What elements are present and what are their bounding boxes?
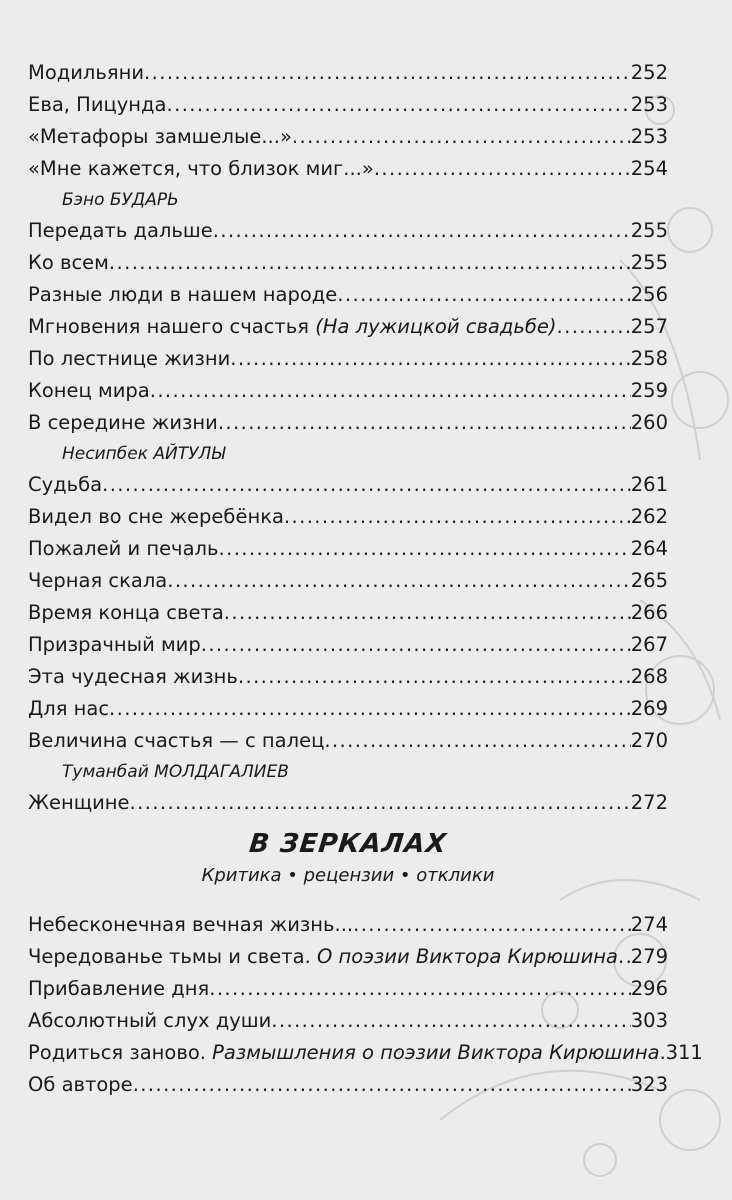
toc-entry: Видел во сне жеребёнка . . . 262 <box>28 501 668 533</box>
toc-entry: Время конца света . . . 266 <box>28 597 668 629</box>
toc-entry: «Метафоры замшелые...» . . . 253 <box>28 121 668 153</box>
toc-entry: Женщине . . . 272 <box>28 787 668 819</box>
toc-entry: Ко всем . . . 255 <box>28 247 668 279</box>
toc-entry: По лестнице жизни . . . 258 <box>28 343 668 375</box>
section-header <box>28 827 668 895</box>
toc-entry-subtitle: (На лужицкой свадьбе) <box>315 315 557 338</box>
toc-entry: Об авторе . . . 323 <box>28 1069 668 1101</box>
toc-entry: Черная скала . . . 265 <box>28 565 668 597</box>
toc-entry: Эта чудесная жизнь . . . 268 <box>28 661 668 693</box>
toc-group-c <box>28 469 668 757</box>
toc-entry: Разные люди в нашем народе . . . 256 <box>28 279 668 311</box>
toc-entry: Абсолютный слух души . . . 303 <box>28 1005 668 1037</box>
toc-entry: Небесконечная вечная жизнь... . . . 274 <box>28 909 668 941</box>
toc-entry: Конец мира . . . 259 <box>28 375 668 407</box>
section-subtitle: Критика • рецензии • отклики <box>201 865 495 886</box>
table-of-contents <box>28 57 703 1101</box>
toc-entry: Модильяни . . . 252 <box>28 57 668 89</box>
author-name: Туманбай МОЛДАГАЛИЕВ <box>62 762 289 782</box>
toc-entry-subtitle: О поэзии Виктора Кирюшина <box>316 945 618 968</box>
toc-entry: Ева, Пицунда . . . 253 <box>28 89 668 121</box>
toc-entry: Для нас . . . 269 <box>28 693 668 725</box>
toc-entry: Призрачный мир . . . 267 <box>28 629 668 661</box>
toc-entry: Чередованье тьмы и света. О поэзии Виктора Кирюшина . . . 279 <box>28 941 668 973</box>
toc-entry: «Мне кажется, что близок миг...» . . . 254 <box>28 153 668 185</box>
toc-group-e <box>28 909 703 1101</box>
toc-entry: Судьба . . . 261 <box>28 469 668 501</box>
toc-group-a <box>28 57 668 185</box>
toc-entry: Прибавление дня . . . 296 <box>28 973 668 1005</box>
author-name: Несипбек АЙТУЛЫ <box>62 444 226 464</box>
toc-entry: Мгновения нашего счастья (На лужицкой свадьбе) . . . 257 <box>28 311 668 343</box>
toc-entry: Пожалей и печаль . . . 264 <box>28 533 668 565</box>
toc-group-d <box>28 787 668 819</box>
section-title: В ЗЕРКАЛАХ <box>247 829 449 859</box>
toc-entry: В середине жизни . . . 260 <box>28 407 668 439</box>
author-name: Бэно БУДАРЬ <box>62 190 179 210</box>
toc-entry: Родиться заново. Размышления о поэзии Виктора Кирюшина . . . 311 <box>28 1037 668 1069</box>
toc-group-b <box>28 215 668 439</box>
toc-entry: Передать дальше . . . 255 <box>28 215 668 247</box>
toc-entry-subtitle: Размышления о поэзии Виктора Кирюшина <box>212 1041 660 1064</box>
toc-entry: Величина счастья — с палец . . . 270 <box>28 725 668 757</box>
